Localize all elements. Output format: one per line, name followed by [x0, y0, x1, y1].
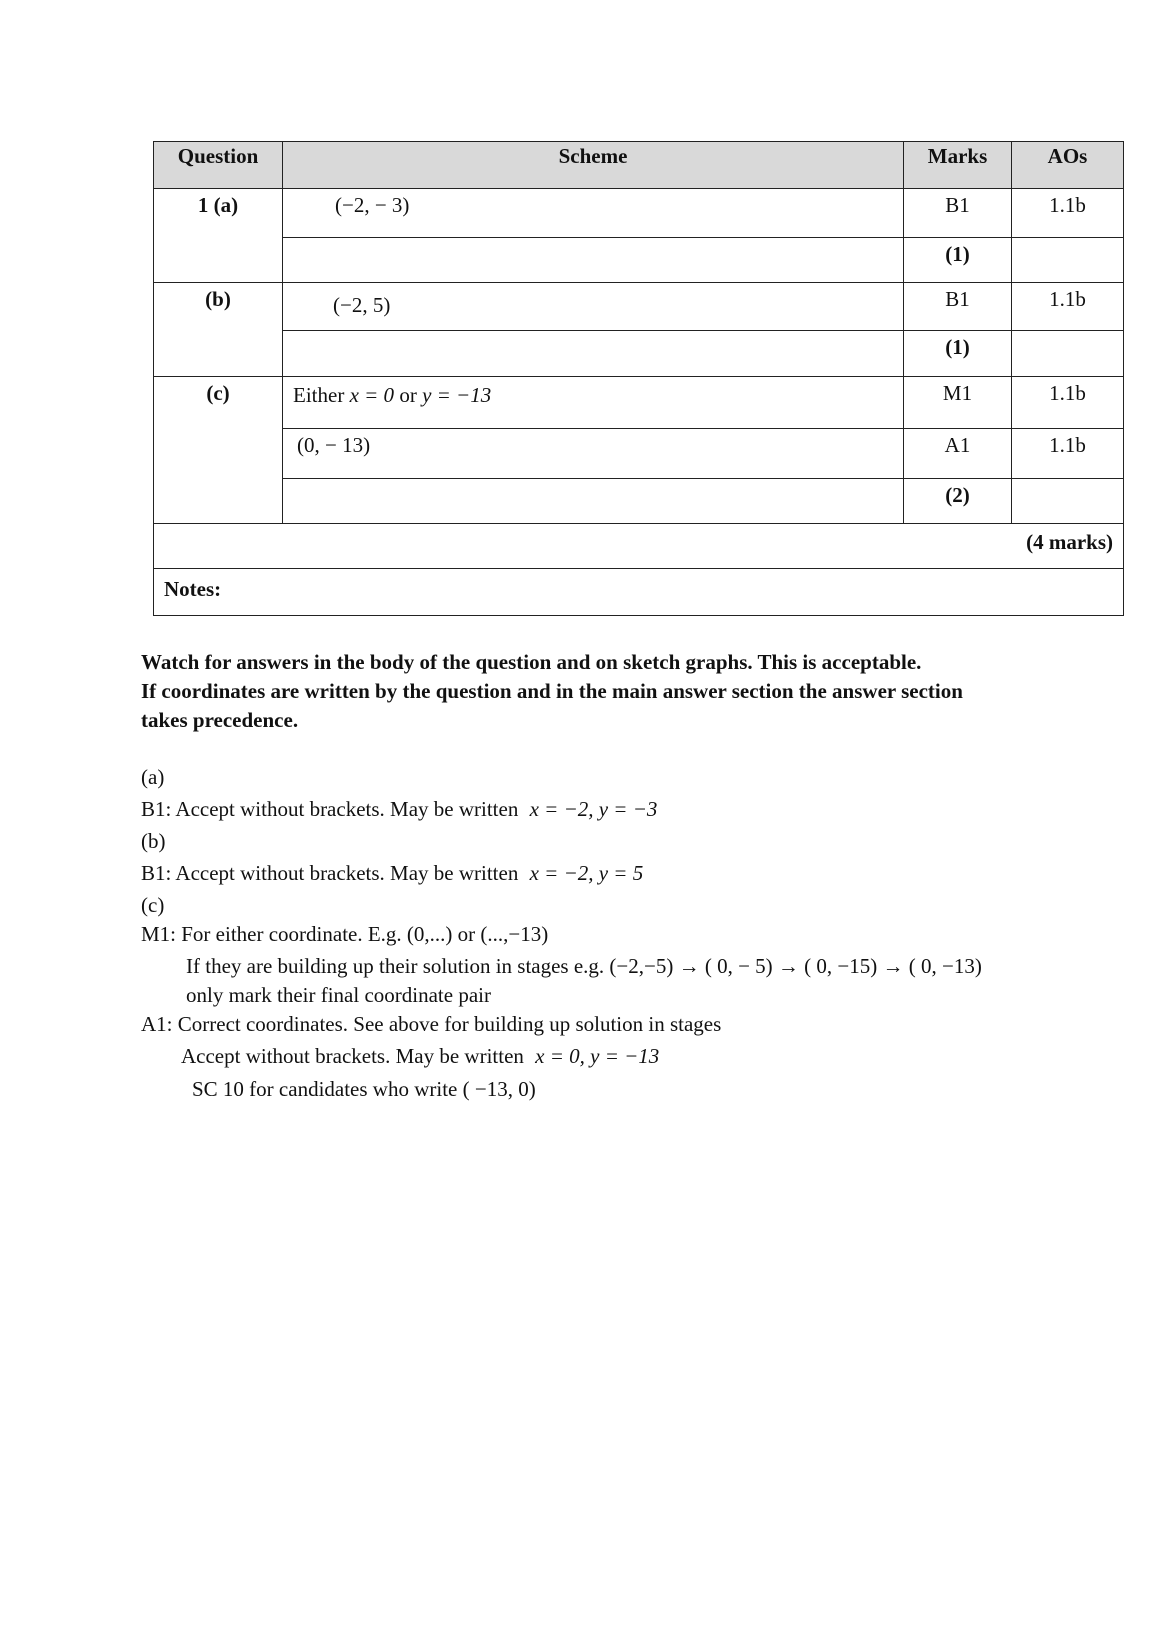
mark-a: B1 — [904, 189, 1012, 238]
subtotal-b: (1) — [904, 331, 1012, 377]
header-question: Question — [154, 142, 283, 189]
part-c-m1-final-note: only mark their final coordinate pair — [186, 983, 491, 1007]
row-c-line2 — [154, 429, 1124, 479]
part-c-a1-note: A1: Correct coordinates. See above for building up solution in stages — [141, 1012, 722, 1036]
header-row — [154, 142, 1124, 189]
part-b-label: (b) — [141, 829, 166, 853]
part-c-m1-stage-note: If they are building up their solution in stages e.g. (−2,−5) → ( 0, − 5) → ( 0, −15) → ( 0, −13) — [186, 954, 982, 978]
guidance-notes — [141, 648, 1101, 1104]
ao-c2: 1.1b — [1012, 429, 1124, 479]
row-c-subtotal — [154, 479, 1124, 524]
y-equals-minus-13: y = −13 — [422, 383, 492, 407]
ao-b: 1.1b — [1012, 283, 1124, 331]
question-label-c: (c) — [154, 377, 283, 524]
blank-cell — [283, 479, 904, 524]
mark-c2: A1 — [904, 429, 1012, 479]
part-b-note — [141, 859, 1101, 888]
row-total — [154, 524, 1124, 569]
part-a-note — [141, 795, 1101, 824]
blank-cell — [1012, 331, 1124, 377]
row-a-subtotal — [154, 238, 1124, 283]
row-c-line1 — [154, 377, 1124, 429]
part-b-note-text: B1: Accept without brackets. May be written — [141, 861, 519, 885]
ao-a: 1.1b — [1012, 189, 1124, 238]
either-text: Either — [293, 383, 345, 407]
part-c-m1-note: M1: For either coordinate. E.g. (0,...) or (...,−13) — [141, 922, 549, 946]
header-scheme: Scheme — [283, 142, 904, 189]
guidance-bold-2: If coordinates are written by the question and in the main answer section the answer section — [141, 679, 963, 703]
mark-c1: M1 — [904, 377, 1012, 429]
row-b-answer — [154, 283, 1124, 331]
header-aos: AOs — [1012, 142, 1124, 189]
total-marks: (4 marks) — [154, 524, 1124, 569]
x-equals-zero: x = 0 — [349, 383, 395, 407]
mark-scheme-table — [153, 141, 1124, 616]
row-notes — [154, 569, 1124, 616]
subtotal-a: (1) — [904, 238, 1012, 283]
part-a-note-math: x = −2, y = −3 — [529, 797, 658, 821]
blank-cell — [1012, 479, 1124, 524]
part-c-a1-brackets-note — [141, 1042, 1101, 1071]
part-c-label: (c) — [141, 893, 165, 917]
subtotal-c: (2) — [904, 479, 1012, 524]
ao-c1: 1.1b — [1012, 377, 1124, 429]
part-c-a1-math: x = 0, y = −13 — [535, 1044, 660, 1068]
answer-b: (−2, 5) — [283, 283, 904, 331]
guidance-bold-3: takes precedence. — [141, 708, 299, 732]
or-text: or — [399, 383, 417, 407]
part-b-note-math: x = −2, y = 5 — [529, 861, 644, 885]
special-case-note: SC 10 for candidates who write ( −13, 0) — [192, 1077, 536, 1101]
notes-label: Notes: — [154, 569, 1124, 616]
mark-b: B1 — [904, 283, 1012, 331]
header-marks: Marks — [904, 142, 1012, 189]
row-b-subtotal — [154, 331, 1124, 377]
answer-c-line1 — [283, 377, 904, 429]
row-a-answer — [154, 189, 1124, 238]
part-c-a1-text: Accept without brackets. May be written — [181, 1044, 524, 1068]
blank-cell — [283, 238, 904, 283]
part-a-label: (a) — [141, 765, 165, 789]
blank-cell — [283, 331, 904, 377]
part-a-note-text: B1: Accept without brackets. May be written — [141, 797, 519, 821]
guidance-bold-1: Watch for answers in the body of the question and on sketch graphs. This is acceptable. — [141, 650, 922, 674]
blank-cell — [1012, 238, 1124, 283]
answer-a: (−2, − 3) — [283, 189, 904, 238]
question-label-a: 1 (a) — [154, 189, 283, 283]
question-label-b: (b) — [154, 283, 283, 377]
answer-c-line2: (0, − 13) — [283, 429, 904, 479]
